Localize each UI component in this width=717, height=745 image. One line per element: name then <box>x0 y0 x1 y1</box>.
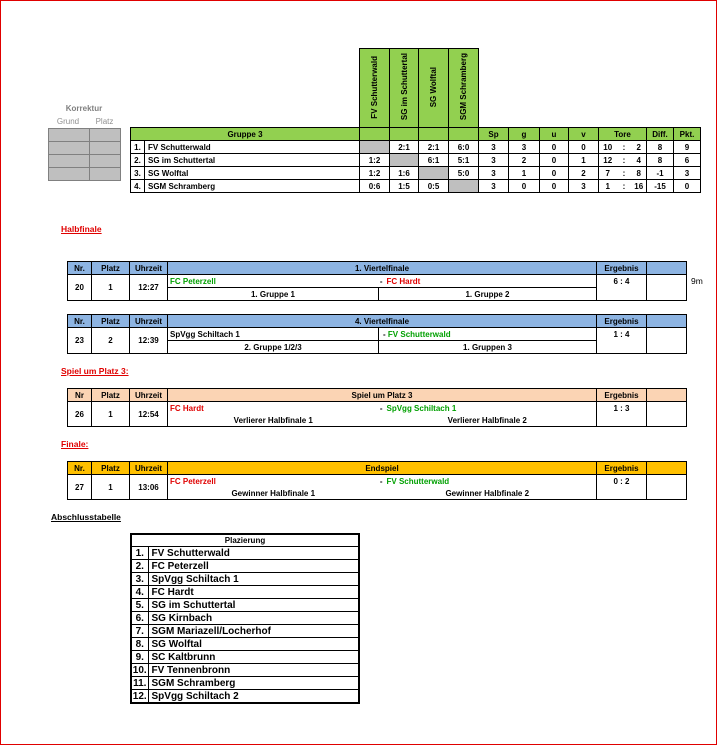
match-sub-home: 2. Gruppe 1/2/3 <box>168 341 379 354</box>
match-sub-away: 1. Gruppe 2 <box>379 288 597 301</box>
match-dash: - <box>379 476 383 486</box>
match-nr: 26 <box>68 402 92 427</box>
plazierung-row: 10. FV Tennenbronn <box>131 664 359 677</box>
match-title: Spiel um Platz 3 <box>168 389 597 402</box>
plazierung-row: 3. SpVgg Schiltach 1 <box>131 573 359 586</box>
match-title: Endspiel <box>168 462 597 475</box>
plazierung-row: 7. SGM Mariazell/Locherhof <box>131 625 359 638</box>
group-team-header: FV Schutterwald <box>360 49 390 128</box>
match-score: 0 : 2 <box>597 475 647 500</box>
match-table <box>67 314 687 354</box>
group-team-header: SG Wolftal <box>419 49 449 128</box>
korrektur-cell[interactable] <box>49 142 90 155</box>
match-platz: 2 <box>92 328 130 354</box>
korrektur-cell[interactable] <box>90 142 121 155</box>
match-header-ergebnis: Ergebnis <box>597 389 647 402</box>
stat-header-u: u <box>540 128 569 141</box>
match-header-platz: Platz <box>92 262 130 275</box>
match-nr: 27 <box>68 475 92 500</box>
stat-header-sp: Sp <box>479 128 509 141</box>
match-platz: 1 <box>92 475 130 500</box>
match-nr: 20 <box>68 275 92 301</box>
group-row: 3. SG Wolftal 1:2 1:6 5:0 3 1 0 2 7 : 8 -1 3 <box>131 167 701 180</box>
match-header-platz: Platz <box>92 462 130 475</box>
match-home-team: FC Hardt <box>170 403 204 413</box>
korrektur-cell[interactable] <box>90 168 121 181</box>
match-sub-home: Verlierer Halbfinale 1 <box>168 414 379 427</box>
plazierung-row: 2. FC Peterzell <box>131 560 359 573</box>
stat-header-tore: Tore <box>599 128 647 141</box>
match-header-nr: Nr. <box>68 462 92 475</box>
match-header-uhrzeit: Uhrzeit <box>130 262 168 275</box>
plazierung-row: 9. SC Kaltbrunn <box>131 651 359 664</box>
plazierung-row: 1. FV Schutterwald <box>131 547 359 560</box>
korrektur-cell[interactable] <box>90 129 121 142</box>
match-sub-away: Gewinner Halbfinale 2 <box>379 487 597 500</box>
match-away-team: FV Schutterwald <box>379 475 597 488</box>
match-header-ergebnis: Ergebnis <box>597 462 647 475</box>
match-zeit: 12:54 <box>130 402 168 427</box>
section-title-platz3: Spiel um Platz 3: <box>61 366 129 376</box>
match-sub-home: Gewinner Halbfinale 1 <box>168 487 379 500</box>
match-sub-away: Verlierer Halbfinale 2 <box>379 414 597 427</box>
plazierung-row: 11. SGM Schramberg <box>131 677 359 690</box>
match-table <box>67 461 687 500</box>
match-score: 1 : 3 <box>597 402 647 427</box>
korrektur-title: Korrektur <box>65 104 103 113</box>
group-team-header: SG im Schuttertal <box>390 49 419 128</box>
match-header-nr: Nr <box>68 389 92 402</box>
match-header-uhrzeit: Uhrzeit <box>130 315 168 328</box>
match-away-team: FV Schutterwald <box>387 329 451 339</box>
korrektur-cell[interactable] <box>49 168 90 181</box>
group-row: 4. SGM Schramberg 0:6 1:5 0:5 3 0 0 3 1 : 16 -15 0 <box>131 180 701 193</box>
match-nr: 23 <box>68 328 92 354</box>
match-extra-note: 9m <box>691 276 703 286</box>
stat-header-v: v <box>569 128 599 141</box>
korrektur-grid <box>48 128 121 181</box>
group-team-header: SGM Schramberg <box>449 49 479 128</box>
match-score: 6 : 4 <box>597 275 647 301</box>
group-name: Gruppe 3 <box>131 128 360 141</box>
match-header-platz: Platz <box>92 315 130 328</box>
korrektur-cell[interactable] <box>49 129 90 142</box>
match-sub-away: 1. Gruppen 3 <box>379 341 597 354</box>
stat-header-pkt: Pkt. <box>674 128 701 141</box>
group-row: 2. SG im Schuttertal 1:2 6:1 5:1 3 2 0 1 12 : 4 8 6 <box>131 154 701 167</box>
korrektur-platz-label: Platz <box>95 117 114 126</box>
section-title-finale: Finale: <box>61 439 89 449</box>
match-header-platz: Platz <box>92 389 130 402</box>
match-away-team: FC Hardt <box>379 275 597 288</box>
match-home-team: SpVgg Schiltach 1 <box>170 329 240 339</box>
section-title-abschluss: Abschlusstabelle <box>51 512 121 522</box>
plazierung-row: 6. SG Kirnbach <box>131 612 359 625</box>
plazierung-row: 12. SpVgg Schiltach 2 <box>131 690 359 704</box>
korrektur-grund-label: Grund <box>56 117 80 126</box>
match-zeit: 13:06 <box>130 475 168 500</box>
match-title: 4. Viertelfinale <box>168 315 597 328</box>
match-zeit: 12:39 <box>130 328 168 354</box>
korrektur-cell[interactable] <box>90 155 121 168</box>
match-home-team: FC Peterzell <box>170 276 216 286</box>
match-table <box>67 388 687 427</box>
match-header-ergebnis: Ergebnis <box>597 262 647 275</box>
match-platz: 1 <box>92 275 130 301</box>
match-header-nr: Nr. <box>68 262 92 275</box>
plazierung-table <box>130 533 360 704</box>
match-home-team: FC Peterzell <box>170 476 216 486</box>
match-dash: - <box>379 403 383 413</box>
match-sub-home: 1. Gruppe 1 <box>168 288 379 301</box>
group-row: 1. FV Schutterwald 2:1 2:1 6:0 3 3 0 0 10 : 2 8 9 <box>131 141 701 154</box>
match-header-ergebnis: Ergebnis <box>597 315 647 328</box>
plazierung-row: 8. SG Wolftal <box>131 638 359 651</box>
match-table <box>67 261 687 301</box>
match-away-team: SpVgg Schiltach 1 <box>379 402 597 415</box>
plazierung-title: Plazierung <box>131 534 359 547</box>
group-table <box>130 48 701 193</box>
match-header-uhrzeit: Uhrzeit <box>130 462 168 475</box>
section-title-halbfinale: Halbfinale <box>61 224 102 234</box>
korrektur-cell[interactable] <box>49 155 90 168</box>
match-header-nr: Nr. <box>68 315 92 328</box>
match-score: 1 : 4 <box>597 328 647 354</box>
plazierung-row: 4. FC Hardt <box>131 586 359 599</box>
match-platz: 1 <box>92 402 130 427</box>
stat-header-diff: Diff. <box>647 128 674 141</box>
match-dash: - <box>379 276 383 286</box>
match-header-uhrzeit: Uhrzeit <box>130 389 168 402</box>
match-zeit: 12:27 <box>130 275 168 301</box>
match-dash: - <box>383 329 386 339</box>
match-title: 1. Viertelfinale <box>168 262 597 275</box>
stat-header-g: g <box>509 128 540 141</box>
plazierung-row: 5. SG im Schuttertal <box>131 599 359 612</box>
